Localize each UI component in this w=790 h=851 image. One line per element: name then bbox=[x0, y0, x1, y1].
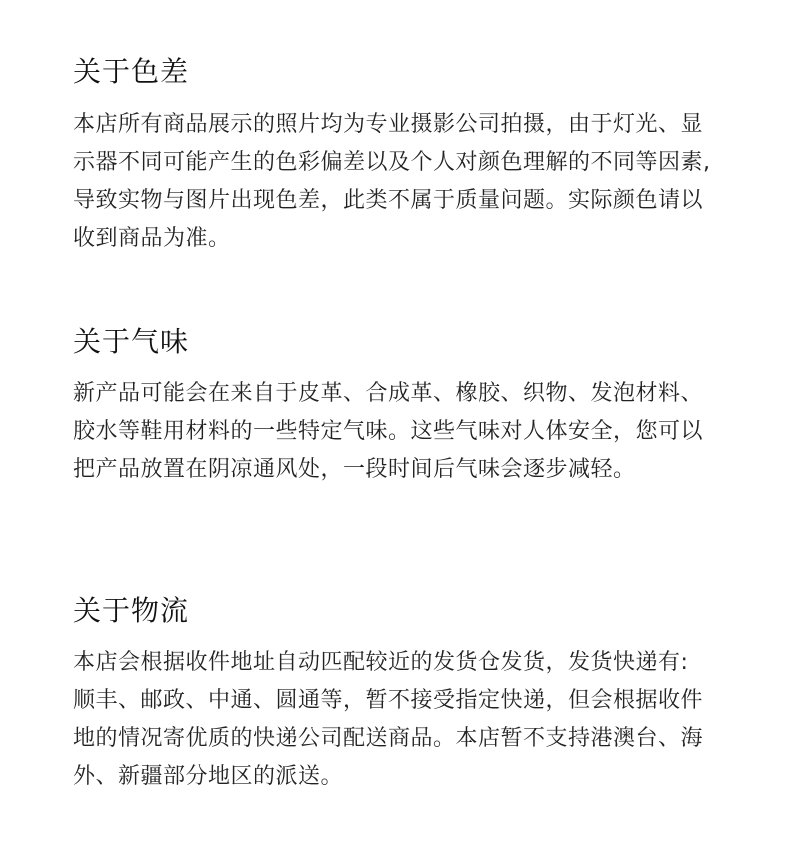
section-title-logistics: 关于物流 bbox=[73, 594, 190, 627]
body-line: 本店会根据收件地址自动匹配较近的发货仓发货，发货快递有: bbox=[73, 650, 689, 675]
section-title-color-difference: 关于色差 bbox=[73, 55, 190, 88]
section-body-smell bbox=[73, 375, 733, 489]
body-line: 收到商品为准。 bbox=[73, 226, 231, 251]
section-smell bbox=[73, 325, 733, 489]
section-body-logistics bbox=[73, 644, 733, 796]
body-line: 把产品放置在阴凉通风处，一段时间后气味会逐步减轻。 bbox=[73, 457, 636, 482]
body-line: 胶水等鞋用材料的一些特定气味。这些气味对人体安全，您可以 bbox=[73, 419, 704, 444]
body-line: 本店所有商品展示的照片均为专业摄影公司拍摄，由于灯光、显 bbox=[73, 112, 704, 137]
body-line: 导致实物与图片出现色差，此类不属于质量问题。实际颜色请以 bbox=[73, 188, 704, 213]
section-title-smell: 关于气味 bbox=[73, 325, 190, 358]
section-body-color-difference bbox=[73, 106, 733, 258]
section-color-difference bbox=[73, 55, 733, 258]
body-line: 新产品可能会在来自于皮革、合成革、橡胶、织物、发泡材料、 bbox=[73, 381, 704, 406]
body-line: 示器不同可能产生的色彩偏差以及个人对颜色理解的不同等因素, bbox=[73, 150, 711, 175]
body-line: 外、新疆部分地区的派送。 bbox=[73, 764, 344, 789]
section-logistics bbox=[73, 594, 733, 796]
body-line: 地的情况寄优质的快递公司配送商品。本店暂不支持港澳台、海 bbox=[73, 726, 704, 751]
body-line: 顺丰、邮政、中通、圆通等，暂不接受指定快递，但会根据收件 bbox=[73, 688, 704, 713]
